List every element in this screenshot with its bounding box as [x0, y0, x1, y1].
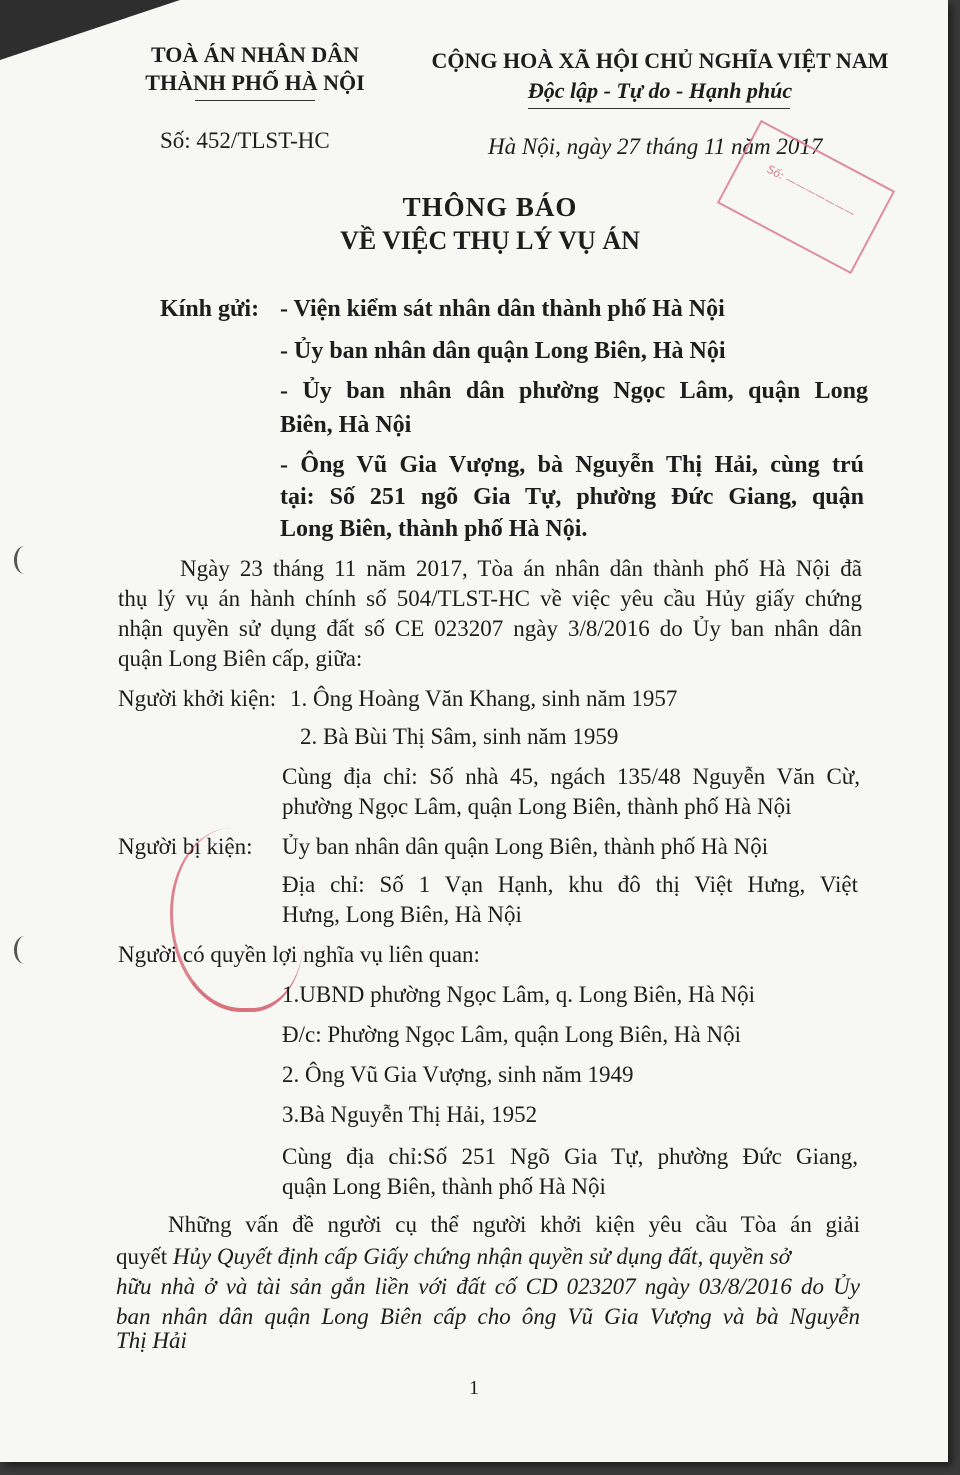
defendant-address: Hưng, Long Biên, Hà Nội: [282, 902, 522, 927]
defendant-address: Địa chỉ: Số 1 Vạn Hạnh, khu đô thị Việt Hưng, Việt: [282, 872, 858, 897]
issue-line: Thị Hải: [116, 1328, 187, 1353]
issue-text: quyết: [116, 1244, 173, 1269]
defendant-name: Ủy ban nhân dân quận Long Biên, thành phố Hà Nội: [282, 834, 769, 859]
intro-line: thụ lý vụ án hành chính số 504/TLST-HC về việc yêu cầu Hủy giấy chứng: [118, 586, 862, 611]
page-number: 1: [469, 1377, 479, 1399]
related-item: 1.UBND phường Ngọc Lâm, q. Long Biên, Hà Nội: [282, 982, 756, 1007]
recipient-item: Long Biên, thành phố Hà Nội.: [280, 516, 588, 542]
issue-line: ban nhân dân quận Long Biên cấp cho ông Vũ Gia Vượng và bà Nguyễn: [116, 1304, 860, 1329]
intro-line: Ngày 23 tháng 11 năm 2017, Tòa án nhân dân thành phố Hà Nội đã: [180, 556, 862, 581]
court-underline: [195, 100, 315, 101]
motto-underline: [528, 108, 790, 109]
recipient-item: Biên, Hà Nội: [280, 412, 412, 438]
plaintiff-item: 2. Bà Bùi Thị Sâm, sinh năm 1959: [300, 724, 619, 749]
plaintiffs-label: Người khởi kiện:: [118, 686, 277, 711]
issue-line: [116, 1242, 860, 1272]
recipient-item: - Viện kiểm sát nhân dân thành phố Hà Nội: [280, 296, 725, 322]
recipient-item: tại: Số 251 ngõ Gia Tự, phường Đức Giang, quận: [280, 484, 864, 510]
related-item: 3.Bà Nguyễn Thị Hải, 1952: [282, 1102, 538, 1127]
punch-hole-mark: [14, 936, 35, 964]
plaintiff-address: Cùng địa chỉ: Số nhà 45, ngách 135/48 Nguyễn Văn Cừ,: [282, 764, 860, 789]
document-number: Số: 452/TLST-HC: [160, 128, 330, 153]
plaintiff-item: 1. Ông Hoàng Văn Khang, sinh năm 1957: [290, 686, 678, 711]
intro-line: quận Long Biên cấp, giữa:: [118, 646, 363, 671]
related-address: quận Long Biên, thành phố Hà Nội: [282, 1174, 606, 1199]
defendant-label: Người bị kiện:: [118, 834, 253, 859]
received-stamp-mark: Số: ———————: [764, 162, 858, 221]
issue-line: Những vấn đề người cụ thể người khởi kiện yêu cầu Tòa án giải: [168, 1212, 860, 1237]
issue-text-italic: Hủy Quyết định cấp Giấy chứng nhận quyền sử dụng đất, quyền sở: [172, 1244, 791, 1269]
plaintiff-address: phường Ngọc Lâm, quận Long Biên, thành phố Hà Nội: [282, 794, 792, 819]
recipient-item: - Ủy ban nhân dân quận Long Biên, Hà Nội: [280, 338, 726, 364]
document-subtitle: VỀ VIỆC THỤ LÝ VỤ ÁN: [340, 226, 640, 255]
related-label: Người có quyền lợi nghĩa vụ liên quan:: [118, 942, 480, 967]
recipient-item: - Ông Vũ Gia Vượng, bà Nguyễn Thị Hải, cùng trú: [280, 452, 864, 478]
related-address: Cùng địa chỉ:Số 251 Ngõ Gia Tự, phường Đức Giang,: [282, 1144, 858, 1169]
intro-line: nhận quyền sử dụng đất số CE 023207 ngày 3/8/2016 do Ủy ban nhân dân: [118, 616, 862, 641]
recipients-label: Kính gửi:: [160, 296, 260, 322]
national-name: CỘNG HOÀ XÃ HỘI CHỦ NGHĨA VIỆT NAM: [431, 48, 889, 73]
related-address: Đ/c: Phường Ngọc Lâm, quận Long Biên, Hà Nội: [282, 1022, 742, 1047]
issue-line: hữu nhà ở và tài sản gắn liền với đất cố CD 023207 ngày 03/8/2016 do Ủy: [116, 1274, 860, 1299]
document-title: THÔNG BÁO: [402, 192, 578, 222]
punch-hole-mark: [14, 546, 35, 574]
national-motto: Độc lập - Tự do - Hạnh phúc: [527, 78, 793, 103]
place-date: Hà Nội, ngày 27 tháng 11 năm 2017: [488, 134, 823, 159]
court-city: THÀNH PHỐ HÀ NỘI: [145, 70, 365, 95]
recipient-item: - Ủy ban nhân dân phường Ngọc Lâm, quận Long: [280, 378, 868, 404]
related-item: 2. Ông Vũ Gia Vượng, sinh năm 1949: [282, 1062, 634, 1087]
court-name: TOÀ ÁN NHÂN DÂN: [151, 42, 359, 67]
